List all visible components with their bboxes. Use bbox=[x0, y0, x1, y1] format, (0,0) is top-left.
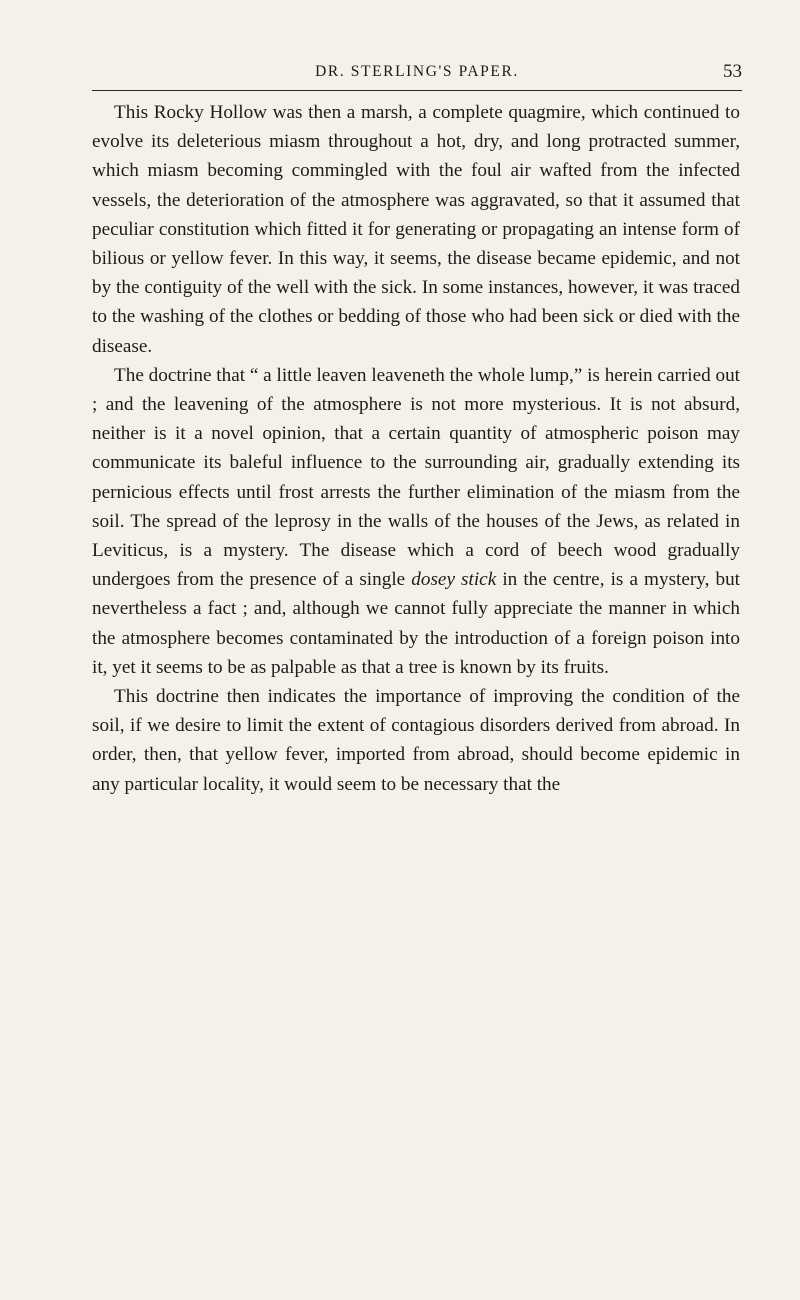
running-head bbox=[92, 62, 742, 82]
italic-phrase: dosey stick bbox=[411, 569, 497, 591]
paragraph-text: This Rocky Hollow was then a marsh, a complete quagmire, which continued to evolve its deleterious miasm throughout a hot, dry, and long protracted summer, which miasm becoming commingled with the foul air wafted from the infected vessels, the deterioration of the atmosphere was aggravated, so that it assumed that peculiar constitution which fitted it for generating or propagating an intense form of bilious or yellow fever. In this way, it seems, the disease became epidemic, and not by the contiguity of the well with the sick. In some instances, however, it was traced to the washing of the clothes or bedding of those who had been sick or died with the disease. bbox=[92, 102, 740, 357]
running-title: DR. STERLING'S PAPER. bbox=[315, 63, 519, 80]
paragraph-text-continued: in the centre, is a mystery, but nevertheless a fact ; and, although we cannot fully appreciate the manner in which the atmosphere becomes contaminated by the introduction of a foreign poison into it, yet it seems to be as palpable as that a tree is known by its fruits. bbox=[92, 569, 741, 678]
paragraph-text: The doctrine that “ a little leaven leaveneth the whole lump,” is herein carried out ; and the leavening of the atmosphere is not more mysterious. It is not absurd, neither is it a novel opinion, that a certain quantity of atmospheric poison may communicate its baleful influence to the surrounding air, gradually extending its pernicious effects until frost arrests the further elimination of the miasm from the soil. The spread of the leprosy in the walls of the houses of the Jews, as related in Leviticus, is a mystery. The disease which a cord of beech wood gradually undergoes from the presence of a single bbox=[92, 364, 741, 591]
paragraph bbox=[92, 361, 740, 682]
header-rule bbox=[92, 90, 742, 91]
paragraph bbox=[92, 98, 740, 361]
paragraph-text: This doctrine then indicates the importance of improving the condition of the soil, if we desire to limit the extent of contagious disorders derived from abroad. In order, then, that yellow fever, imported from abroad, should become epidemic in any particular locality, it would seem to be necessary that the bbox=[92, 686, 740, 795]
body-text bbox=[92, 98, 740, 799]
page-number: 53 bbox=[723, 61, 742, 82]
paragraph bbox=[92, 682, 740, 799]
